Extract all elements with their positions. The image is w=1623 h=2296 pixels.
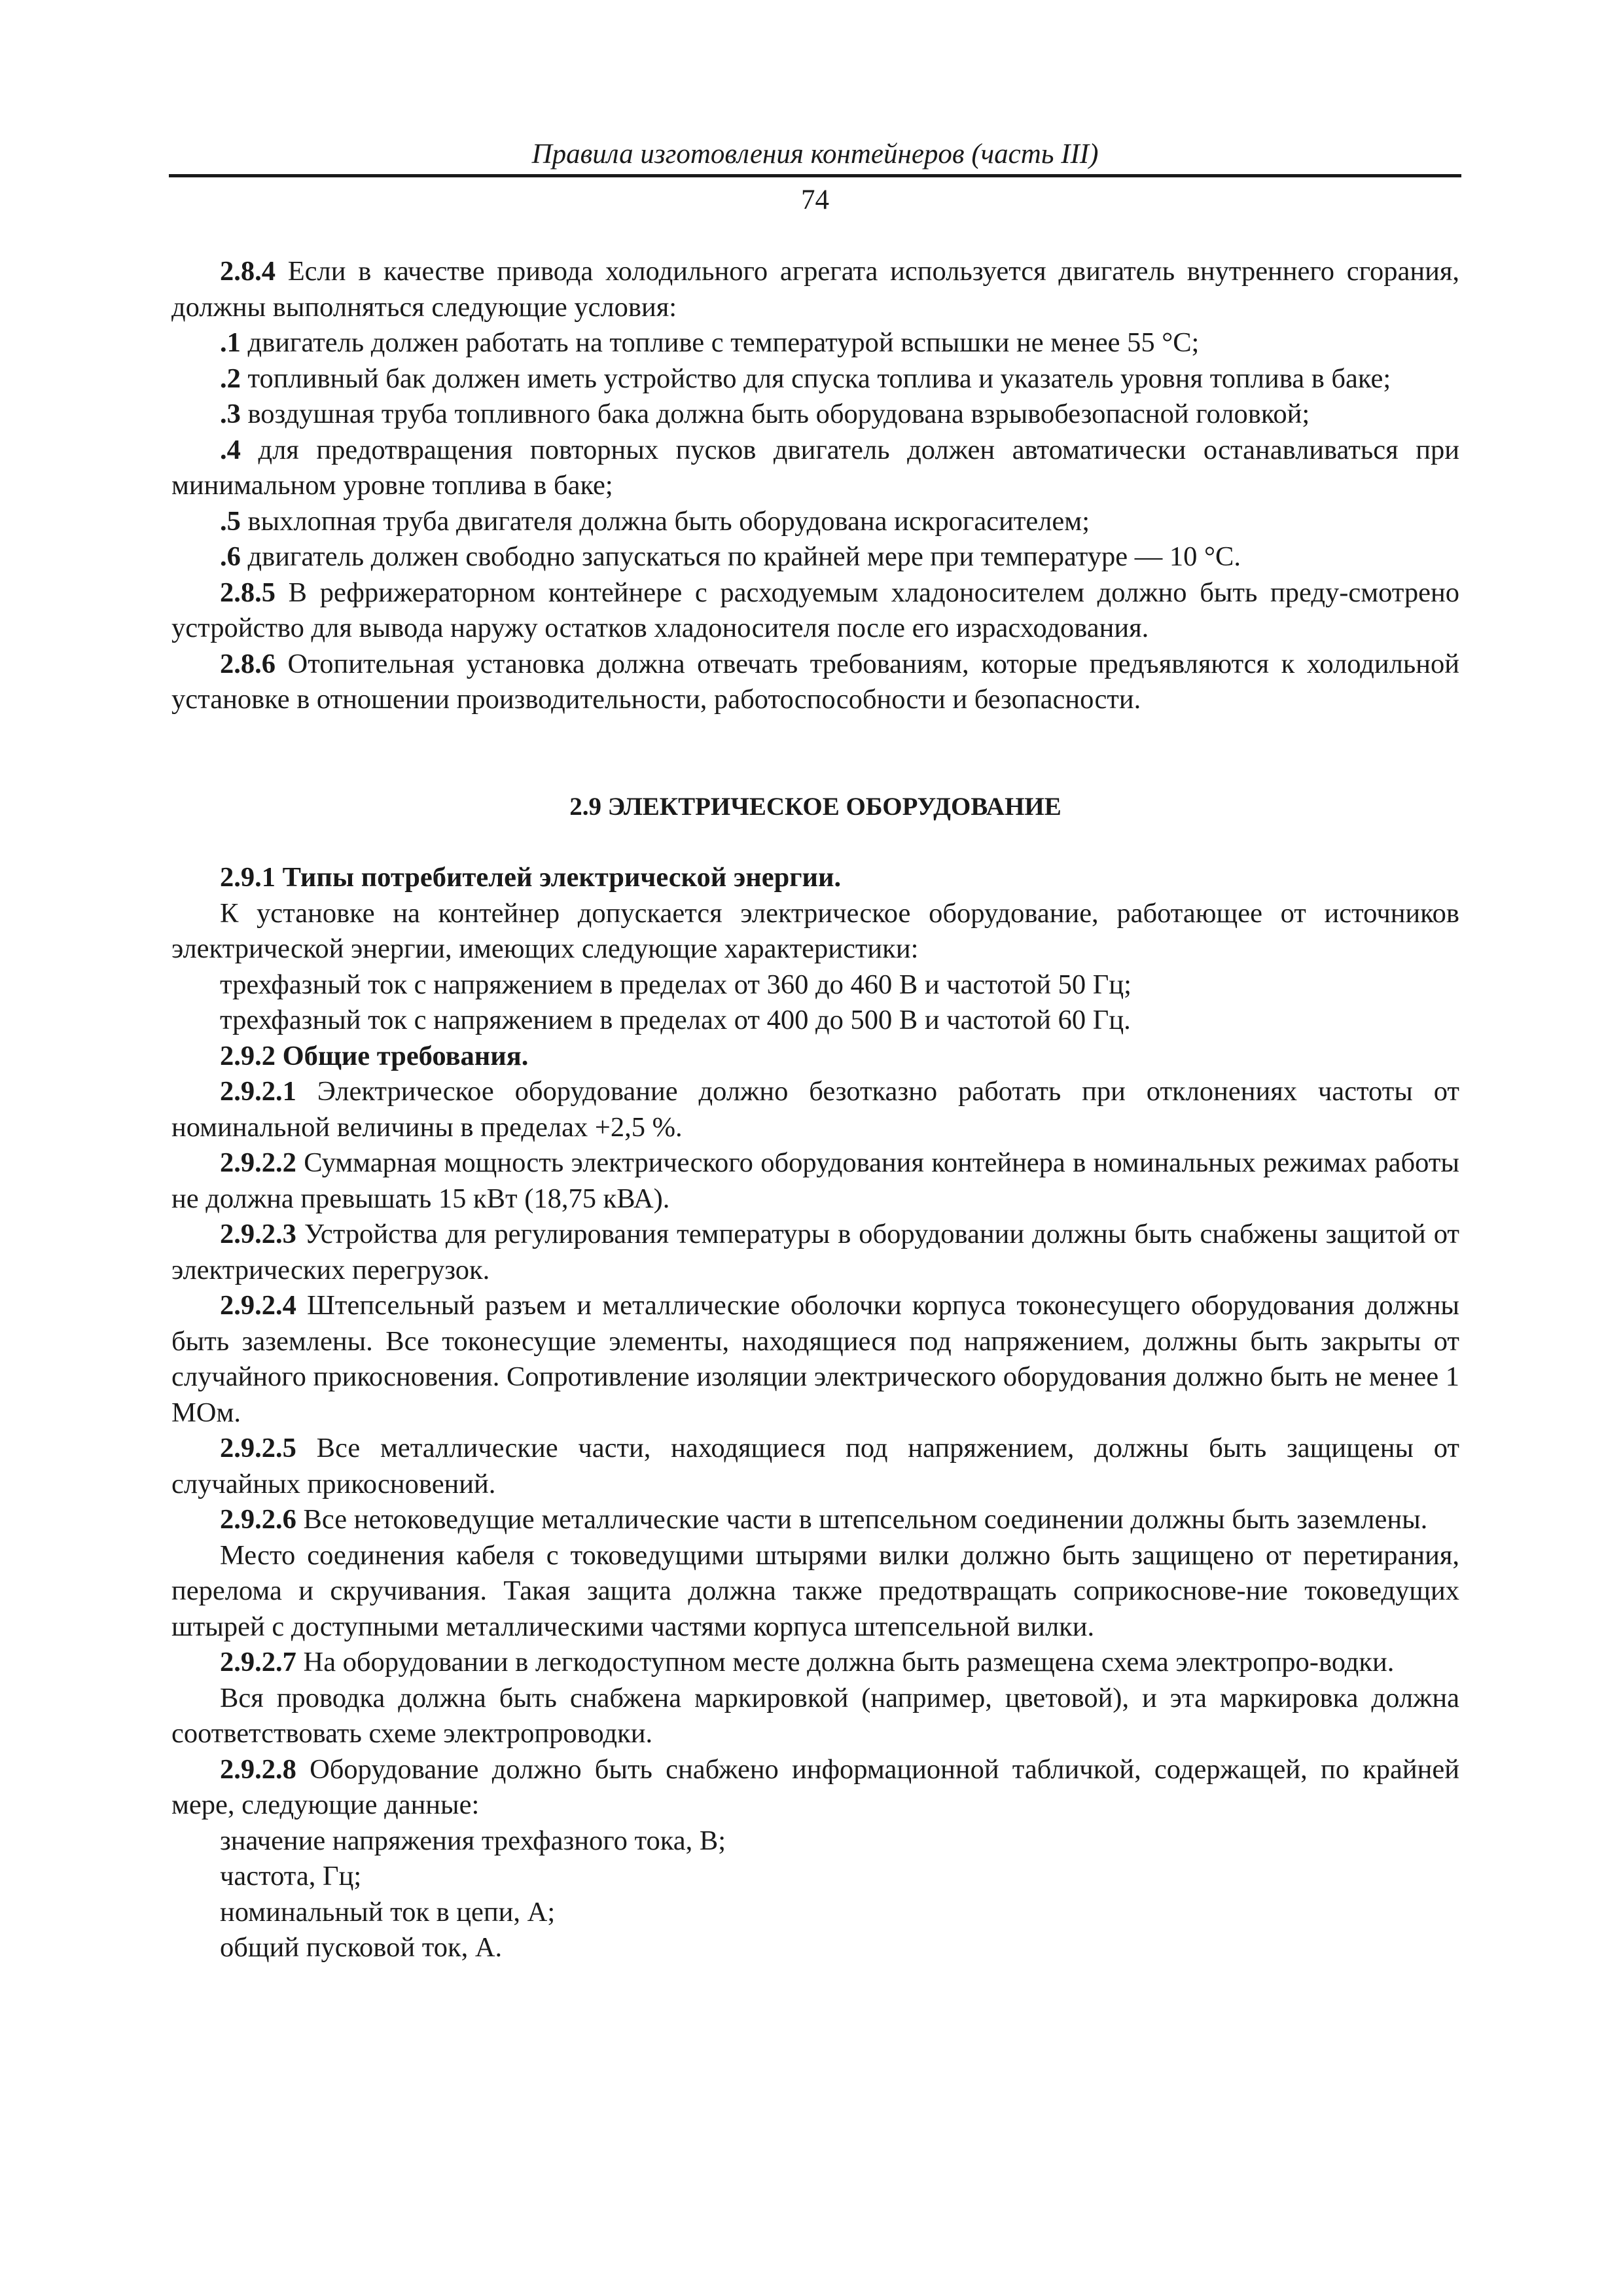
paragraph-text: Все нетоковедущие металлические части в штепсельном соединении должны быть заземлены.: [296, 1504, 1428, 1535]
paragraph-text: Место соединения кабеля с токоведущими штырями вилки должно быть защищено от перетирания, перелома и скручивания. Такая защита должна также предотвращать соприкоснове-ние токоведущих штырей с доступными металлическими частями корпуса штепсельной вилки.: [171, 1539, 1459, 1642]
paragraph-text: К установке на контейнер допускается электрическое оборудование, работающее от источников электрической энергии, имеющих следующие характеристики:: [171, 897, 1459, 964]
subsection-heading: 2.9.2 Общие требования.: [220, 1040, 529, 1071]
subsection-2-9-1-heading: [171, 860, 1459, 896]
paragraph-text: трехфазный ток с напряжением в пределах от 360 до 460 В и частотой 50 Гц;: [220, 969, 1132, 1000]
paragraph-text: Суммарная мощность электрического оборудования контейнера в номинальных режимах работы не должна превышать 15 кВт (18,75 кВА).: [171, 1147, 1459, 1214]
paragraph: [171, 1003, 1459, 1039]
paragraph-text: Штепсельный разъем и металлические оболочки корпуса токонесущего оборудования должны быть заземлены. Все токонесущие элементы, находящиеся под напряжением, должны быть закрыты от случайного прикосновения. Сопротивление изоляции электрического оборудования должно быть не менее 1 МОм.: [171, 1290, 1459, 1428]
clause-number: 2.9.2.7: [220, 1647, 296, 1677]
list-marker: .5: [220, 505, 241, 537]
list-item-6: [171, 539, 1459, 575]
paragraph-text: трехфазный ток с напряжением в пределах от 400 до 500 В и частотой 60 Гц.: [220, 1005, 1131, 1035]
paragraph-text: Отопительная установка должна отвечать требованиям, которые предъявляются к холодильной установке в отношении производительности, работоспособности и безопасности.: [171, 648, 1459, 715]
spacer: [171, 825, 1459, 860]
paragraph-2-8-4: [171, 254, 1459, 325]
list-item-4: [171, 433, 1459, 504]
page-number: 74: [801, 185, 829, 215]
list-item: [171, 1823, 1459, 1859]
paragraph-2-9-2-4: [171, 1288, 1459, 1431]
clause-number: 2.9.2.8: [220, 1753, 296, 1785]
header-rule: [169, 174, 1461, 177]
paragraph-2-8-5: [171, 575, 1459, 647]
clause-number: 2.9.2.1: [220, 1076, 296, 1107]
paragraph-2-9-2-8: [171, 1752, 1459, 1823]
paragraph: [171, 967, 1459, 1003]
paragraph-2-9-2-2: [171, 1145, 1459, 1217]
paragraph-2-8-6: [171, 647, 1459, 718]
paragraph-text: топливный бак должен иметь устройство для спуска топлива и указатель уровня топлива в баке;: [240, 363, 1391, 394]
list-marker: .3: [220, 399, 241, 429]
paragraph-2-9-2-7: [171, 1645, 1459, 1681]
paragraph-2-9-2-5: [171, 1431, 1459, 1502]
clause-number: 2.9.2.2: [220, 1147, 296, 1178]
paragraph-text: Если в качестве привода холодильного агрегата используется двигатель внутреннего сгорания, должны выполняться следующие условия:: [171, 256, 1459, 323]
list-item-2: [171, 361, 1459, 397]
clause-number: 2.9.2.4: [220, 1290, 296, 1321]
paragraph-text: Все металлические части, находящиеся под напряжением, должны быть защищены от случайных прикосновений.: [171, 1433, 1459, 1499]
body-text: [171, 254, 1459, 1966]
list-marker: .1: [220, 327, 241, 358]
clause-number: 2.8.4: [220, 256, 276, 287]
paragraph-2-9-2-1: [171, 1074, 1459, 1145]
list-item-1: [171, 325, 1459, 361]
paragraph-text: значение напряжения трехфазного тока, В;: [220, 1825, 726, 1856]
clause-number: 2.9.2.3: [220, 1219, 296, 1249]
paragraph-text: На оборудовании в легкодоступном месте должна быть размещена схема электропро-водки.: [296, 1647, 1395, 1677]
list-item: [171, 1930, 1459, 1966]
paragraph: [171, 1681, 1459, 1752]
list-marker: .4: [220, 434, 241, 465]
paragraph-text: для предотвращения повторных пусков двигатель должен автоматически останавливаться при минимальном уровне топлива в баке;: [171, 434, 1459, 501]
subsection-2-9-2-heading: [171, 1039, 1459, 1075]
paragraph-2-9-2-3: [171, 1217, 1459, 1288]
list-item-5: [171, 504, 1459, 540]
list-marker: .2: [220, 363, 241, 394]
paragraph-text: Оборудование должно быть снабжено информационной табличкой, содержащей, по крайней мере, следующие данные:: [171, 1753, 1459, 1820]
clause-number: 2.8.6: [220, 648, 276, 679]
paragraph-2-9-2-6: [171, 1502, 1459, 1538]
paragraph-text: Устройства для регулирования температуры в оборудовании должны быть снабжены защитой от электрических перегрузок.: [171, 1219, 1459, 1285]
paragraph-text: двигатель должен работать на топливе с температурой вспышки не менее 55 °С;: [240, 327, 1200, 358]
paragraph: [171, 896, 1459, 967]
paragraph-text: выхлопная труба двигателя должна быть оборудована искрогасителем;: [240, 505, 1090, 537]
paragraph-text: Электрическое оборудование должно безотказно работать при отклонениях частоты от номинальной величины в пределах +2,5 %.: [171, 1076, 1459, 1143]
list-marker: .6: [220, 541, 241, 572]
clause-number: 2.9.2.6: [220, 1504, 296, 1535]
list-item: [171, 1859, 1459, 1895]
section-title: 2.9 ЭЛЕКТРИЧЕСКОЕ ОБОРУДОВАНИЕ: [569, 792, 1061, 821]
paragraph-text: номинальный ток в цепи, А;: [220, 1896, 556, 1928]
clause-number: 2.9.2.5: [220, 1433, 296, 1463]
paragraph-text: частота, Гц;: [220, 1861, 362, 1892]
subsection-heading: 2.9.1 Типы потребителей электрической энергии.: [220, 862, 842, 893]
paragraph-text: двигатель должен свободно запускаться по крайней мере при температуре — 10 °С.: [240, 541, 1241, 572]
list-item: [171, 1895, 1459, 1931]
paragraph: [171, 1538, 1459, 1645]
running-title: Правила изготовления контейнеров (часть III): [531, 139, 1099, 170]
paragraph-text: воздушная труба топливного бака должна быть оборудована взрывобезопасной головкой;: [240, 399, 1310, 429]
paragraph-text: В рефрижераторном контейнере с расходуемым хладоносителем должно быть преду-смотрено устройство для вывода наружу остатков хладоносителя после его израсходования.: [171, 577, 1459, 643]
list-item-3: [171, 397, 1459, 433]
paragraph-text: Вся проводка должна быть снабжена маркировкой (например, цветовой), и эта маркировка должна соответствовать схеме электропроводки.: [171, 1682, 1459, 1749]
spacer: [171, 718, 1459, 789]
paragraph-text: общий пусковой ток, А.: [220, 1932, 503, 1963]
clause-number: 2.8.5: [220, 577, 276, 608]
